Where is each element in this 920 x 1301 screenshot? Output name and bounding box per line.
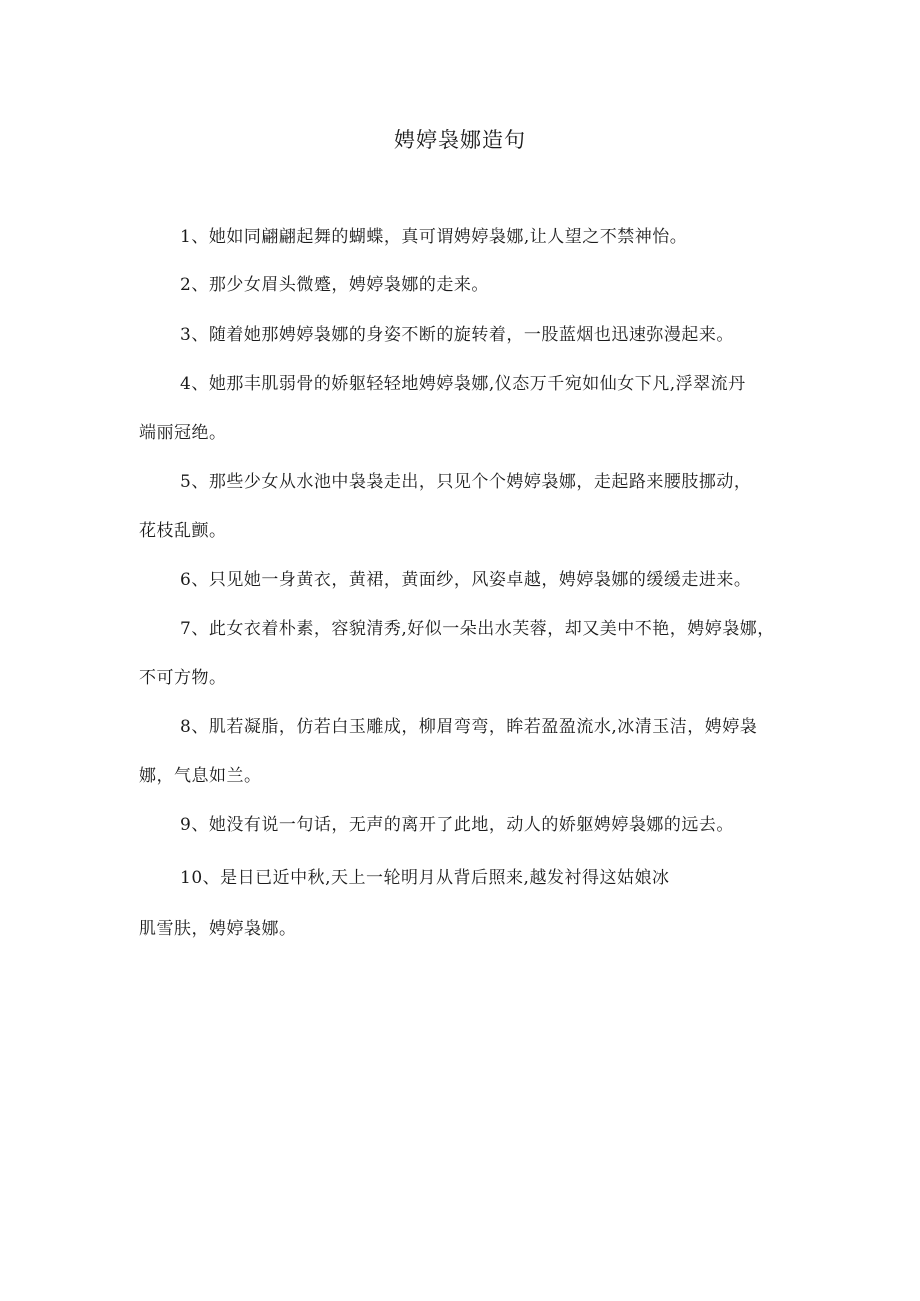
sentence-5-line-1: 5、那些少女从水池中袅袅走出，只见个个娉婷袅娜，走起路来腰肢挪动， (180, 472, 752, 492)
sentence-7-line-1: 7、此女衣着朴素，容貌清秀,好似一朵出水芙蓉，却又美中不艳，娉婷袅娜， (180, 619, 775, 639)
sentence-4-line-2: 端丽冠绝。 (139, 423, 227, 443)
sentence-3-line-1: 3、随着她那娉婷袅娜的身姿不断的旋转着，一股蓝烟也迅速弥漫起来。 (180, 325, 734, 345)
sentence-5-line-2: 花枝乱颤。 (139, 521, 227, 541)
sentence-7-line-2: 不可方物。 (139, 668, 227, 688)
sentence-9-line-1: 9、她没有说一句话，无声的离开了此地，动人的娇躯娉婷袅娜的远去。 (180, 815, 734, 835)
sentence-6-line-1: 6、只见她一身黄衣，黄裙，黄面纱，风姿卓越，娉婷袅娜的缓缓走进来。 (180, 570, 752, 590)
sentence-8-line-1: 8、肌若凝脂，仿若白玉雕成，柳眉弯弯，眸若盈盈流水,冰清玉洁，娉婷袅 (180, 717, 758, 737)
sentence-8-line-2: 娜，气息如兰。 (139, 766, 262, 786)
sentence-2-line-1: 2、那少女眉头微蹙，娉婷袅娜的走来。 (180, 275, 489, 295)
sentence-4-line-1: 4、她那丰肌弱骨的娇躯轻轻地娉婷袅娜,仪态万千宛如仙女下凡,浮翠流丹 (180, 374, 746, 394)
sentence-1-line-1: 1、她如同翩翩起舞的蝴蝶，真可谓娉婷袅娜,让人望之不禁神怡。 (180, 227, 688, 247)
sentence-10-line-1: 10、是日已近中秋,天上一轮明月从背后照来,越发衬得这姑娘冰 (180, 868, 670, 888)
document-title: 娉婷袅娜造句 (394, 128, 526, 152)
sentence-10-line-2: 肌雪肤，娉婷袅娜。 (139, 919, 297, 939)
